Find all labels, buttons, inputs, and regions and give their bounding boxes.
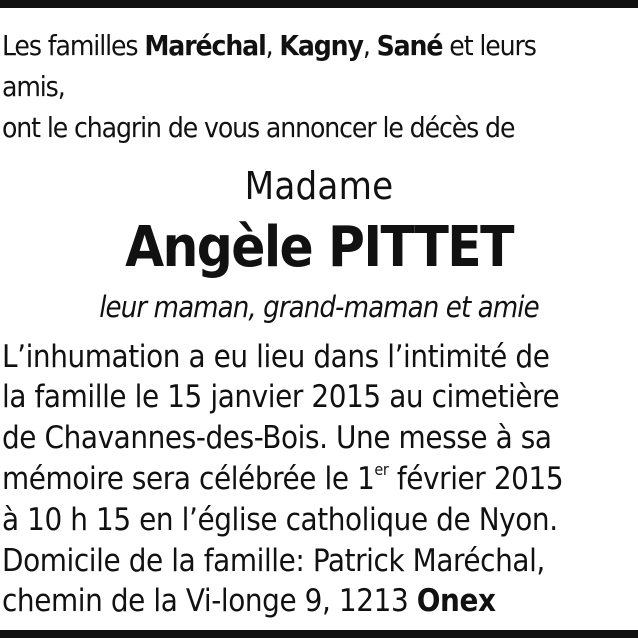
intro-text: Les familles xyxy=(2,30,145,62)
body-line-5: à 10 h 15 en l’église catholique de Nyon. xyxy=(2,502,558,538)
family-name-marechal: Maréchal xyxy=(144,30,266,62)
deceased-description: leur maman, grand-maman et amie xyxy=(99,290,539,324)
body-text: mémoire sera célébrée le 1 xyxy=(2,461,375,497)
deceased-title: Madame xyxy=(244,164,394,208)
city-name: Onex xyxy=(416,583,496,619)
body-text: chemin de la Vi-longe 9, 1213 xyxy=(2,583,417,619)
body-line-7 xyxy=(2,583,638,619)
body-line-1: L’inhumation a eu lieu dans l’intimité de xyxy=(2,339,550,375)
intro-line-friends: amis, xyxy=(2,71,65,103)
ordinal-superscript: er xyxy=(374,461,389,479)
separator: , xyxy=(362,30,377,62)
body-line-4 xyxy=(2,461,638,497)
intro-line-announcement: ont le chagrin de vous annoncer le décès de xyxy=(2,112,515,144)
deceased-name: Angèle PITTET xyxy=(125,215,513,280)
intro-text-end: et leurs xyxy=(442,30,536,62)
family-name-sane: Sané xyxy=(376,30,443,62)
separator: , xyxy=(265,30,280,62)
body-line-2: la famille le 15 janvier 2015 au cimetière xyxy=(2,379,560,415)
family-name-kagny: Kagny xyxy=(279,30,363,62)
body-text: février 2015 xyxy=(388,461,564,497)
body-line-3: de Chavannes-des-Bois. Une messe à sa xyxy=(2,420,552,456)
body-line-6: Domicile de la famille: Patrick Maréchal, xyxy=(2,543,545,579)
intro-line-families xyxy=(2,30,638,62)
